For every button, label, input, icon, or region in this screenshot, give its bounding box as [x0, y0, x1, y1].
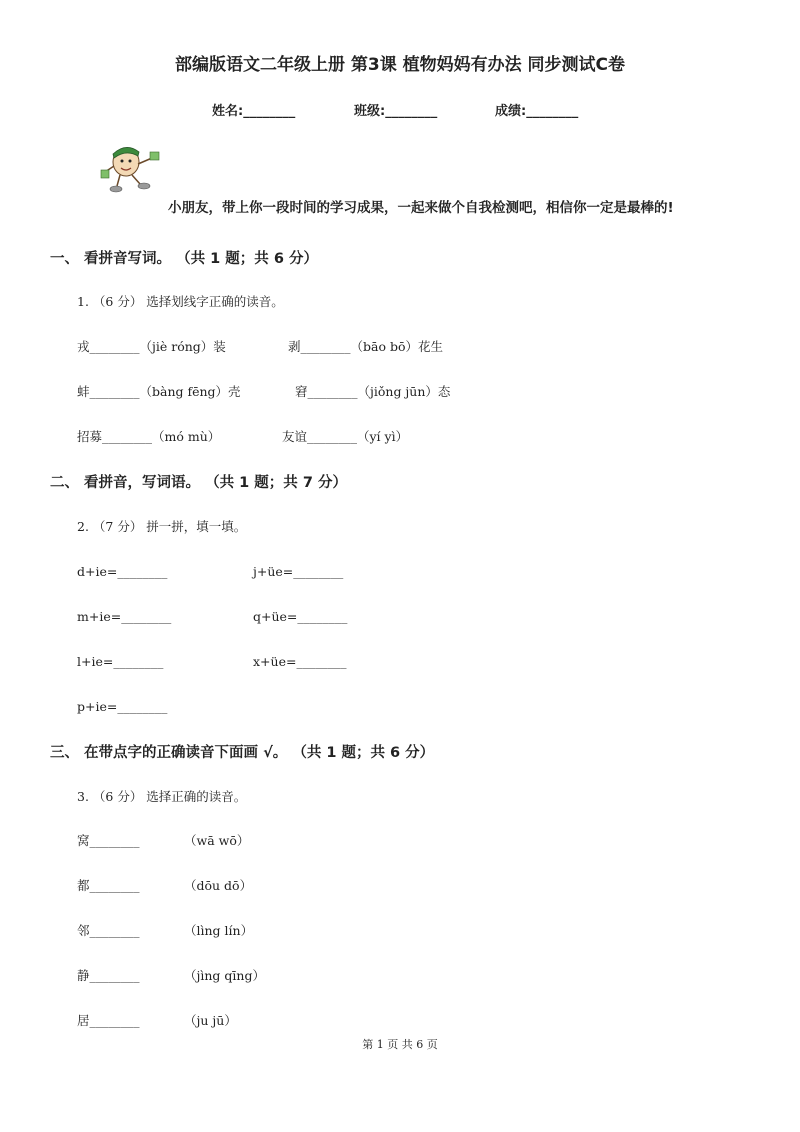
- list-item: 招募________（mó mù）: [77, 429, 221, 444]
- list-item: （lìng lín）: [184, 923, 254, 938]
- cartoon-mascot-icon: [100, 140, 165, 198]
- list-item: 静________: [77, 968, 140, 983]
- section-heading-2: 二、 看拼音，写词语。 （共 1 题；共 7 分）: [50, 475, 347, 491]
- list-item: 窝________: [77, 833, 140, 848]
- list-item: 居________: [77, 1013, 140, 1028]
- list-item: （ju jū）: [184, 1013, 237, 1028]
- list-item: 戎________（jiè róng）装: [77, 339, 226, 354]
- question-3: 3. （6 分） 选择正确的读音。: [77, 789, 247, 804]
- class-field-label: 班级:________: [354, 104, 438, 119]
- encouragement-text: 小朋友，带上你一段时间的学习成果，一起来做个自我检测吧，相信你一定是最棒的!: [168, 200, 674, 216]
- question-1: 1. （6 分） 选择划线字正确的读音。: [77, 294, 284, 309]
- list-item: 窘________（jiǒng jūn）态: [295, 384, 451, 399]
- section-heading-1: 一、 看拼音写词。 （共 1 题；共 6 分）: [50, 251, 318, 267]
- list-item: 剥________（bāo bō）花生: [288, 339, 443, 354]
- list-item: p+ie=________: [77, 699, 168, 714]
- list-item: 友谊________（yí yì）: [282, 429, 409, 444]
- list-item: （dōu dō）: [184, 878, 253, 893]
- list-item: m+ie=________: [77, 609, 172, 624]
- list-item: x+üe=________: [253, 654, 347, 669]
- section-heading-3: 三、 在带点字的正确读音下面画 √。 （共 1 题；共 6 分）: [50, 745, 435, 761]
- list-item: l+ie=________: [77, 654, 164, 669]
- name-field-label: 姓名:________: [212, 104, 296, 119]
- list-item: （wā wō）: [184, 833, 250, 848]
- list-item: d+ie=________: [77, 564, 168, 579]
- list-item: 蚌________（bàng fēng）壳: [77, 384, 241, 399]
- page-footer: 第 1 页 共 6 页: [362, 1038, 438, 1051]
- list-item: j+üe=________: [253, 564, 344, 579]
- list-item: 都________: [77, 878, 140, 893]
- score-field-label: 成绩:________: [495, 104, 579, 119]
- page-title: 部编版语文二年级上册 第3课 植物妈妈有办法 同步测试C卷: [174, 55, 626, 75]
- question-2: 2. （7 分） 拼一拼，填一填。: [77, 519, 247, 534]
- list-item: 邻________: [77, 923, 140, 938]
- list-item: q+üe=________: [253, 609, 348, 624]
- list-item: （jìng qīng）: [184, 968, 265, 983]
